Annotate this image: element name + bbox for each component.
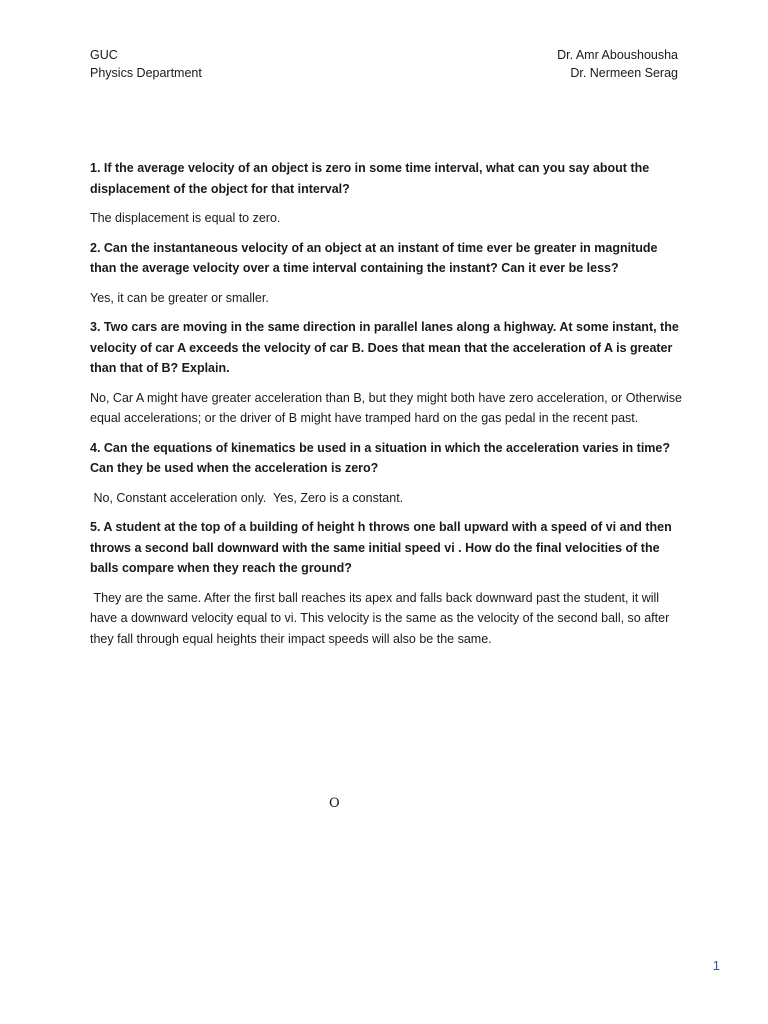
qa-item-1 [90,158,682,229]
qa-item-4 [90,438,682,509]
document-body [90,158,682,658]
author-1: Dr. Amr Aboushousha [557,48,678,62]
question-1: 1. If the average velocity of an object is zero in some time interval, what can you say about the displacement of the object for that interval? [90,161,650,196]
question-4: 4. Can the equations of kinematics be used in a situation in which the acceleration varies in time? Can they be used when the acceleration is zero? [90,440,671,475]
answer-4: No, Constant acceleration only. Yes, Zero is a constant. [90,490,404,505]
qa-item-5 [90,517,682,649]
page-number: 1 [712,958,720,973]
question-5: 5. A student at the top of a building of height h throws one ball upward with a speed of vi and then throws a second ball downward with the same initial speed vi . How do the final velocities of the balls compare when they reach the ground? [90,520,672,575]
qa-item-3 [90,317,682,429]
stray-mark: O [329,796,340,811]
qa-item-2 [90,238,682,309]
answer-5: They are the same. After the first ball reaches its apex and falls back downward past the student, it will have a downward velocity equal to vi. This velocity is the same as the velocity of the second ball, so after they fall through equal heights their impact speeds will also be the same. [90,590,673,646]
question-2: 2. Can the instantaneous velocity of an object at an instant of time ever be greater in magnitude than the average velocity over a time interval containing the instant? Can it ever be less? [90,240,658,275]
department-name: Physics Department [90,66,202,80]
institution-name: GUC [90,48,118,62]
answer-3: No, Car A might have greater acceleration than B, but they might both have zero acceleration, or Otherwise equal accelerations; or the driver of B might have tramped hard on the gas pedal in the recent past. [90,390,682,425]
header-left [90,46,202,82]
author-2: Dr. Nermeen Serag [570,66,678,80]
question-3: 3. Two cars are moving in the same direction in parallel lanes along a highway. At some instant, the velocity of car A exceeds the velocity of car B. Does that mean that the acceleration of A is greater than that of B? Explain. [90,320,679,375]
answer-2: Yes, it can be greater or smaller. [90,290,269,305]
answer-1: The displacement is equal to zero. [90,211,281,225]
header-right [557,46,678,82]
